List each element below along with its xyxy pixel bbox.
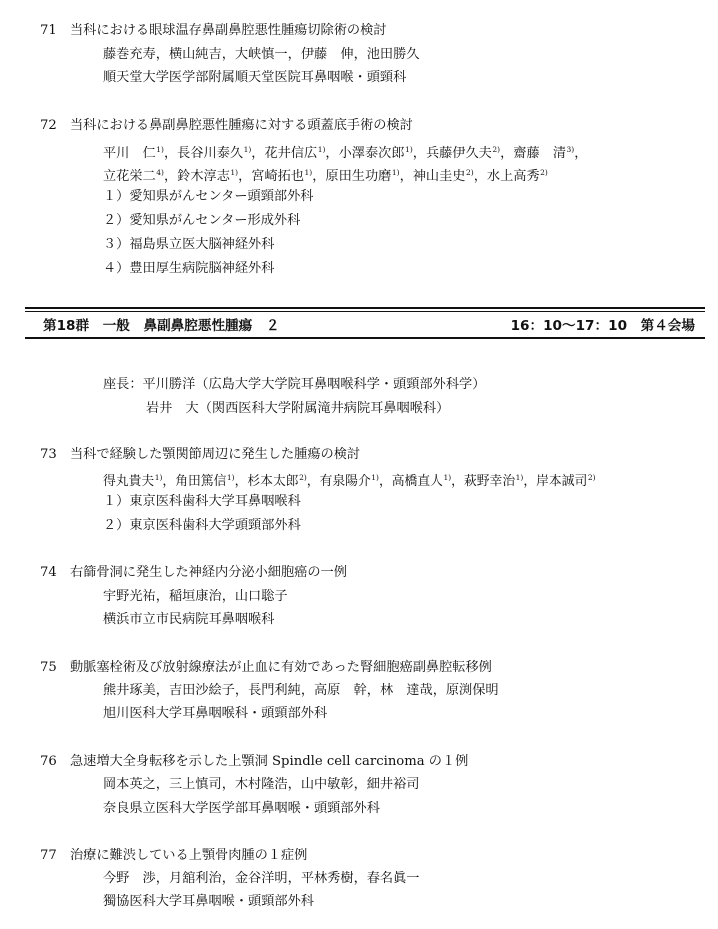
author-name: 藤巻充寿 [103, 47, 156, 62]
author-name: 宇野光祐 [103, 589, 156, 604]
entry-title: 動脈塞栓術及び放射線療法が止血に有効であった腎細胞癌副鼻腔転移例 [70, 660, 492, 675]
author-name: 岸本誠司 [536, 474, 588, 489]
author-name: 林 達哉 [379, 683, 433, 698]
affiliation-marker: 2) [492, 145, 501, 154]
affiliation: 順天堂大学医学部附属順天堂医院耳鼻咽喉・頭頸科 [103, 70, 407, 85]
affiliation-marker: 1) [230, 168, 239, 177]
affiliation-marker: 1) [405, 145, 413, 154]
affiliation: 奈良県立医科大学医学部耳鼻咽喉・頭頸部外科 [103, 801, 380, 816]
entry-number: 71 [40, 23, 57, 38]
affiliation: ２）愛知県がんセンター形成外科 [103, 213, 301, 228]
author-name: 大峡慎一 [234, 47, 288, 62]
author-line: 平川 仁$^{1)}$，長谷川泰久$^{1)}$，花井信広$^{1)}$，小澤泰次郎$^{1)}$，兵藤伊久夫$^{2)}$，齋藤 清$^{3)}$， [103, 145, 588, 161]
affiliation-marker: 4) [156, 168, 164, 177]
author-line: 岡本英之，三上慎司，木村隆浩，山中敏彰，細井裕司 [103, 777, 420, 792]
entry-number: 77 [40, 848, 57, 863]
author-name: 水上高秀 [486, 169, 540, 184]
author-name: 長門利純 [248, 683, 301, 698]
author-line: 熊井琢美，吉田沙絵子，長門利純，高原 幹，林 達哉，原渕保明 [103, 683, 499, 698]
entry-title: 急速増大全身転移を示した上顎洞 Spindle cell carcinoma の１例 [70, 754, 469, 769]
affiliation: ４）豊田厚生病院脳神経外科 [103, 261, 275, 276]
author-name: 三上慎司 [168, 777, 222, 792]
affiliation: １）東京医科歯科大学耳鼻咽喉科 [103, 494, 301, 509]
author-name: 高橋直人 [391, 474, 443, 489]
author-name: 月舘利治 [168, 871, 222, 886]
author-name: 稲垣康治 [168, 589, 222, 604]
author-name: 山中敏彰 [300, 777, 354, 792]
author-name: 杉本太郎 [247, 474, 299, 489]
affiliation-marker: 2) [466, 168, 474, 177]
author-name: 角田篤信 [175, 474, 227, 489]
author-name: 小澤泰次郎 [338, 146, 405, 161]
author-name: 高原 幹 [314, 683, 367, 698]
entry-number: 74 [40, 565, 57, 580]
author-name: 有泉陽介 [319, 474, 371, 489]
author-name: 吉田沙絵子 [168, 683, 235, 698]
affiliation-marker: 1) [391, 168, 400, 177]
affiliation: 横浜市立市民病院耳鼻咽喉科 [103, 612, 275, 627]
affiliation: 獨協医科大学耳鼻咽喉・頭頸部外科 [103, 894, 314, 909]
affiliation-marker: 1) [226, 473, 235, 482]
author-name: 山口聡子 [234, 589, 288, 604]
affiliation-marker: 2) [299, 473, 307, 482]
author-name: 鈴木淳志 [177, 169, 230, 184]
author-name: 池田勝久 [366, 47, 420, 62]
author-name: 原渕保明 [445, 683, 499, 698]
entry-title: 当科における眼球温存鼻副鼻腔悪性腫瘍切除術の検討 [70, 23, 387, 38]
header-rule-top [25, 307, 705, 309]
author-line: 宇野光祐，稲垣康治，山口聡子 [103, 589, 288, 604]
author-line: 藤巻充寿，横山純吉，大峡慎一，伊藤 伸，池田勝久 [103, 47, 420, 62]
affiliation-marker: 1) [443, 473, 452, 482]
author-name: 原田生功磨 [325, 169, 392, 184]
affiliation-marker: 1) [515, 473, 524, 482]
author-name: 木村隆浩 [234, 777, 288, 792]
entry-number: 72 [40, 118, 57, 133]
affiliation-marker: 1) [317, 145, 326, 154]
author-name: 萩野幸治 [463, 474, 516, 489]
entry-number: 73 [40, 447, 57, 462]
affiliation-marker: 1) [154, 473, 163, 482]
entry-number: 75 [40, 660, 57, 675]
author-name: 横山純吉 [168, 47, 222, 62]
affiliation-marker: 1) [243, 145, 252, 154]
affiliation: ２）東京医科歯科大学頭頸部外科 [103, 518, 301, 533]
author-name: 金谷洋明 [234, 871, 288, 886]
author-name: 得丸貴夫 [103, 474, 155, 489]
entry-title: 当科で経験した顎関節周辺に発生した腫瘍の検討 [70, 447, 361, 462]
author-name: 伊藤 伸 [300, 47, 354, 62]
author-name: 花井信広 [264, 146, 318, 161]
author-name: 細井裕司 [366, 777, 420, 792]
author-line: 立花栄二$^{4)}$，鈴木淳志$^{1)}$，宮崎拓也$^{1)}$，原田生功磨$^{1)}$，神山圭史$^{2)}$，水上高秀$^{2)}$ [103, 168, 548, 184]
author-name: 立花栄二 [103, 169, 156, 184]
affiliation: １）愛知県がんセンター頭頸部外科 [103, 189, 314, 204]
affiliation-marker: 2) [540, 168, 548, 177]
affiliation-marker: 1) [156, 145, 164, 154]
chair-secondary: 岩井 大（関西医科大学附属滝井病院耳鼻咽喉科） [146, 401, 450, 416]
session-time-room: 16：10〜17：10 第４会場 [510, 318, 695, 334]
affiliation: ３）福島県立医大脳神経外科 [103, 237, 275, 252]
affiliation-marker: 1) [371, 473, 379, 482]
affiliation-marker: 3) [566, 145, 575, 154]
author-line: 得丸貴夫$^{1)}$，角田篤信$^{1)}$，杉本太郎$^{2)}$，有泉陽介$^{1)}$，高橋直人$^{1)}$，萩野幸治$^{1)}$，岸本誠司$^{2)}$ [103, 473, 596, 489]
author-name: 兵藤伊久夫 [425, 146, 492, 161]
affiliation-marker: 2) [587, 473, 596, 482]
entry-title: 当科における鼻副鼻腔悪性腫瘍に対する頭蓋底手術の検討 [70, 118, 413, 133]
author-name: 平林秀樹 [300, 871, 354, 886]
author-name: 岡本英之 [103, 777, 156, 792]
author-name: 平川 仁 [103, 146, 156, 161]
author-name: 今野 渉 [103, 871, 156, 886]
author-name: 神山圭史 [412, 169, 466, 184]
session-header [25, 311, 705, 339]
entry-title: 治療に難渋している上顎骨肉腫の１症例 [70, 848, 308, 863]
author-name: 長谷川泰久 [177, 146, 244, 161]
author-name: 春名眞一 [366, 871, 420, 886]
author-name: 熊井琢美 [103, 683, 156, 698]
affiliation: 旭川医科大学耳鼻咽喉科・頭頸部外科 [103, 706, 328, 721]
author-name: 齋藤 清 [513, 146, 567, 161]
chair-primary: 座長：平川勝洋（広島大学大学院耳鼻咽喉科学・頭頸部外科学） [103, 377, 486, 392]
author-line: 今野 渉，月舘利治，金谷洋明，平林秀樹，春名眞一 [103, 871, 420, 886]
author-name: 宮崎拓也 [251, 169, 305, 184]
entry-number: 76 [40, 754, 57, 769]
session-title: 第18群 一般 鼻副鼻腔悪性腫瘍 ２ [43, 318, 280, 334]
affiliation-marker: 1) [304, 168, 313, 177]
entry-title: 右篩骨洞に発生した神経内分泌小細胞癌の一例 [70, 565, 347, 580]
